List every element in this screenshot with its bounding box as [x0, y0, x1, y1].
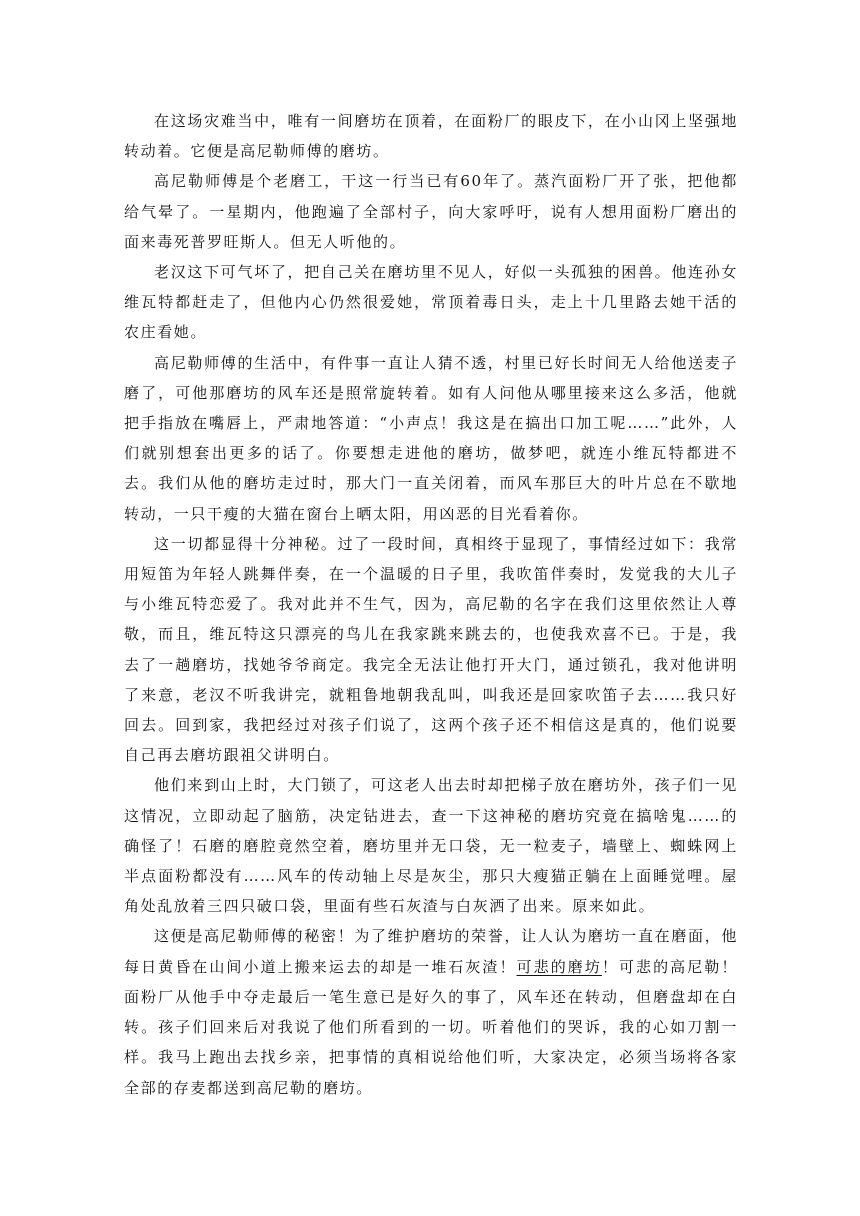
- paragraph-4: 高尼勒师傅的生活中，有件事一直让人猜不透，村里已好长时间无人给他送麦子磨了，可他那磨坊的风车还是照常旋转着。如有人问他从哪里接来这么多活，他就把手指放在嘴唇上，严肃地答道：“小声点！我这是在搞出口加工呢……”此外，人们就别想套出更多的话了。你要想走进他的磨坊，做梦吧，就连小维瓦特都进不去。我们从他的磨坊走过时，那大门一直关闭着，而风车那巨大的叶片总在不歇地转动，一只干瘦的大猫在窗台上晒太阳，用凶恶的目光看着你。: [124, 353, 738, 523]
- paragraph-3: 老汉这下可气坏了，把自己关在磨坊里不见人，好似一头孤独的困兽。他连孙女维瓦特都赶走了，但他内心仍然很爱她，常顶着毒日头，走上十几里路去她干活的农庄看她。: [124, 263, 738, 342]
- underlined-phrase: 可悲的磨坊: [516, 957, 602, 976]
- paragraph-2: 高尼勒师傅是个老磨工，干这一行当已有60年了。蒸汽面粉厂开了张，把他都给气晕了。一星期内，他跑遍了全部村子，向大家呼吁，说有人想用面粉厂磨出的面来毒死普罗旺斯人。但无人听他的。: [124, 172, 738, 251]
- paragraph-1: 在这场灾难当中，唯有一间磨坊在顶着，在面粉厂的眼皮下，在小山冈上坚强地转动着。它便是高尼勒师傅的磨坊。: [124, 112, 738, 161]
- paragraph-5: 这一切都显得十分神秘。过了一段时间，真相终于显现了，事情经过如下：我常用短笛为年轻人跳舞伴奏，在一个温暖的日子里，我吹笛伴奏时，发觉我的大儿子与小维瓦特恋爱了。我对此并不生气，因为，高尼勒的名字在我们这里依然让人尊敬，而且，维瓦特这只漂亮的鸟儿在我家跳来跳去的，也使我欢喜不已。于是，我去了一趟磨坊，找她爷爷商定。我完全无法让他打开大门，通过锁孔，我对他讲明了来意，老汉不听我讲完，就粗鲁地朝我乱叫，叫我还是回家吹笛子去……我只好回去。回到家，我把经过对孩子们说了，这两个孩子还不相信这是真的，他们说要自己再去磨坊跟祖父讲明白。: [124, 534, 738, 765]
- paragraph-7-before: 这便是高尼勒师傅的秘密！为了维护磨坊的荣誉，让人认为磨坊一直在磨面，他每日黄昏在山间小道上搬来运去的却是一堆石灰渣！: [124, 927, 738, 976]
- document-body: [124, 106, 738, 1103]
- paragraph-7: [124, 921, 738, 1102]
- paragraph-6: 他们来到山上时，大门锁了，可这老人出去时却把梯子放在磨坊外，孩子们一见这情况，立即动起了脑筋，决定钻进去，查一下这神秘的磨坊究竟在搞啥鬼……的确怪了！石磨的磨腔竟然空着，磨坊里并无口袋，无一粒麦子，墙壁上、蜘蛛网上半点面粉都没有……风车的传动轴上尽是灰尘，那只大瘦猫正躺在上面睡觉哩。屋角处乱放着三四只破口袋，里面有些石灰渣与白灰洒了出来。原来如此。: [124, 776, 738, 916]
- paragraph-7-after: ！可悲的高尼勒！面粉厂从他手中夺走最后一笔生意已是好久的事了，风车还在转动，但磨盘却在白转。孩子们回来后对我说了他们所看到的一切。听着他们的哭诉，我的心如刀割一样。我马上跑出去找乡亲，把事情的真相说给他们听，大家决定，必须当场将各家全部的存麦都送到高尼勒的磨坊。: [124, 957, 738, 1097]
